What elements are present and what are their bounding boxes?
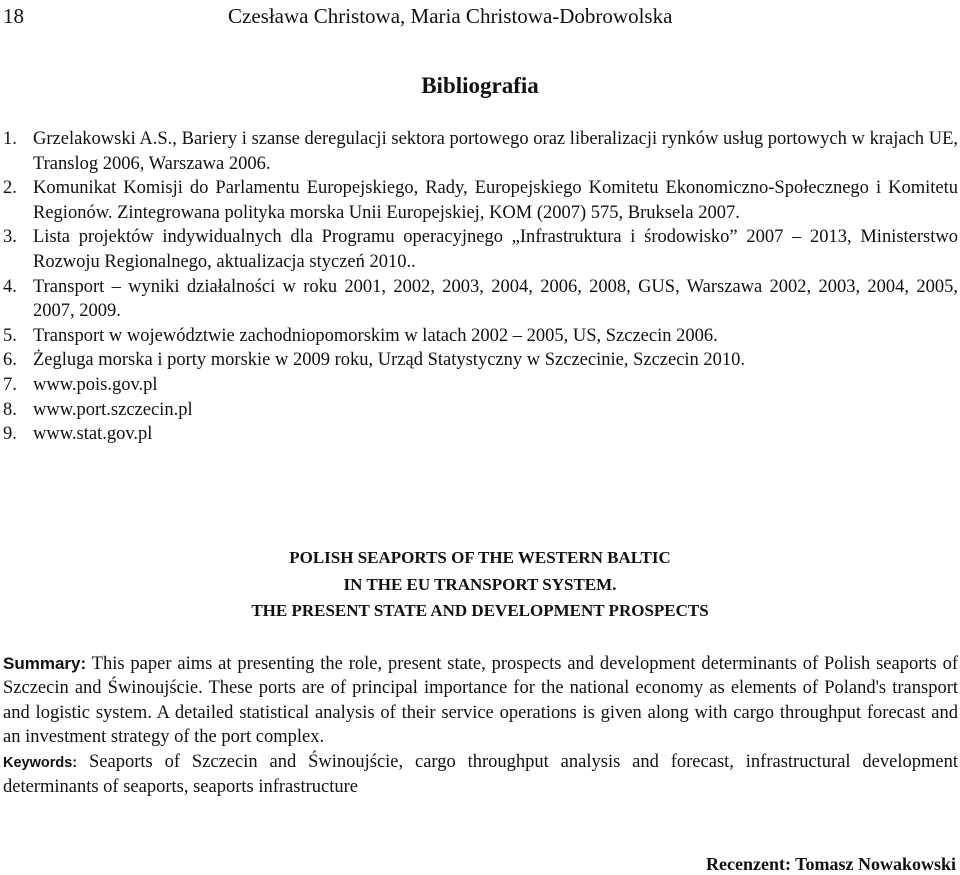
bibliography-item-text: Komunikat Komisji do Parlamentu Europejskiego, Rady, Europejskiego Komitetu Ekonomiczno-Społecznego i Komitetu Regionów. Zintegrowana polityka morska Unii Europejskiej, KOM (2007) 575, Bruksela 2007. [33,178,958,223]
bibliography-item-link: www.stat.gov.pl [33,424,153,445]
bibliography-item-number: 2. [3,178,17,199]
bibliography-item-number: 6. [3,350,17,371]
summary-text: This paper aims at presenting the role, present state, prospects and development determinants of Polish seaports of Szczecin and Świnoujście. These ports are of principal importance for the national economy as elements of Poland's transport and logistic system. A detailed statistical analysis of their service operations is given along with cargo throughput forecast and an investment strategy of the port complex. [3,654,958,748]
bibliography-list [3,127,958,447]
bibliography-item-number: 8. [3,399,17,420]
bibliography-item [3,225,958,274]
bibliography-item-number: 9. [3,424,17,445]
bibliography-item-number: 4. [3,276,17,297]
bibliography-item-text: Żegluga morska i porty morskie w 2009 roku, Urząd Statystyczny w Szczecinie, Szczecin 2010. [33,350,746,371]
bibliography-item-number: 7. [3,374,17,395]
bibliography-item-number: 1. [3,129,17,149]
bibliography-item [3,127,958,176]
bibliography-item [3,275,958,324]
running-head-authors: Czesława Christowa, Maria Christowa-Dobrowolska [228,4,673,28]
bibliography-item-text: Lista projektów indywidualnych dla Programu operacyjnego „Infrastruktura i środowisko” 2007 – 2013, Ministerstwo Rozwoju Regionalnego, aktualizacja styczeń 2010.. [33,227,958,272]
bibliography-item [3,324,958,349]
bibliography-item-number: 3. [3,227,17,248]
bibliography-item [3,398,958,423]
english-title-line: THE PRESENT STATE AND DEVELOPMENT PROSPECTS [251,601,709,620]
running-head [3,4,958,28]
bibliography-item-text: Transport – wyniki działalności w roku 2001, 2002, 2003, 2004, 2006, 2008, GUS, Warszawa 2002, 2003, 2004, 2005, 2007, 2009. [33,276,958,322]
bibliography-item [3,176,958,225]
summary-block [3,652,958,799]
bibliography-heading: Bibliografia [421,73,539,98]
bibliography-item-text: Grzelakowski A.S., Bariery i szanse deregulacji sektora portowego oraz liberalizacji rynków usług portowych w krajach UE, Translog 2006, Warszawa 2006. [33,129,958,174]
bibliography-item [3,373,958,398]
english-title-line: POLISH SEAPORTS OF THE WESTERN BALTIC [289,548,671,567]
reviewer-credit: Recenzent: Tomasz Nowakowski [706,854,956,874]
keywords-label: Keywords: [3,754,78,771]
bibliography-item [3,348,958,373]
summary-label: Summary: [3,654,87,673]
bibliography-item-number: 5. [3,325,17,346]
bibliography-item-link: www.pois.gov.pl [33,374,158,395]
keywords-text: Seaports of Szczecin and Świnoujście, cargo throughput analysis and forecast, infrastructural development determinants of seaports, seaports infrastructure [3,751,958,798]
english-title [0,545,960,625]
bibliography-item-text: Transport w województwie zachodniopomorskim w latach 2002 – 2005, US, Szczecin 2006. [33,325,718,346]
page-number: 18 [3,4,24,28]
english-title-line: IN THE EU TRANSPORT SYSTEM. [343,574,617,594]
bibliography-item-link: www.port.szczecin.pl [33,399,193,420]
bibliography-item [3,422,958,447]
